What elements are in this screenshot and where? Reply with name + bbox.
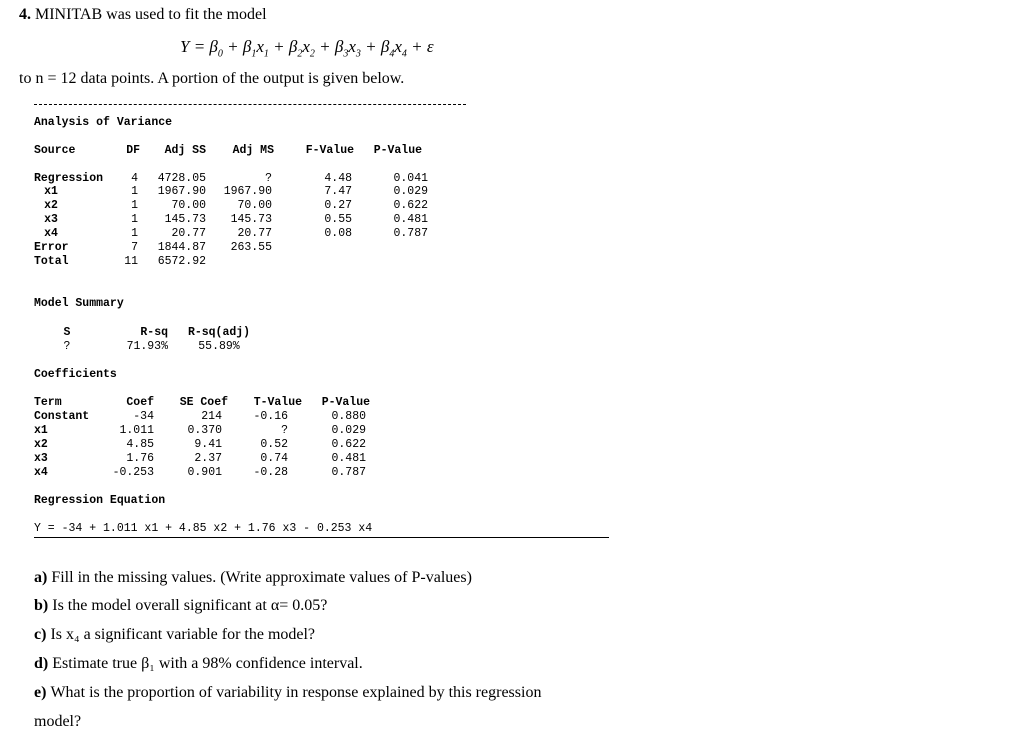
eq-sub: 3 — [355, 48, 361, 60]
coef-cell: 0.787 — [331, 466, 366, 479]
question-text: Estimate true β₁ with a 98% confidence interval. — [52, 655, 363, 672]
question-text: What is the proportion of variability in response explained by this regression — [50, 684, 542, 701]
eq-sub: 1 — [251, 48, 257, 60]
anova-cell: x1 — [44, 185, 58, 198]
coefficients-title: Coefficients — [34, 368, 117, 381]
coef-cell: x4 — [34, 466, 48, 479]
coef-cell: x3 — [34, 452, 48, 465]
anova-cell: 4 — [131, 172, 138, 185]
question-text: Is x₄ a significant variable for the model? — [50, 626, 316, 643]
anova-cell: 7 — [131, 241, 138, 254]
anova-cell: Total — [34, 255, 69, 268]
anova-cell: 11 — [124, 255, 138, 268]
eq-tail: + ε — [406, 37, 434, 56]
anova-cell: 0.787 — [393, 227, 428, 240]
anova-cell: 70.00 — [237, 199, 272, 212]
question-label: b) — [34, 597, 53, 614]
anova-cell: 1 — [131, 199, 138, 212]
question-label: a) — [34, 569, 52, 586]
eq-sub: 2 — [309, 48, 315, 60]
eq-sub: 4 — [389, 48, 395, 60]
coef-cell: x1 — [34, 424, 48, 437]
anova-cell: 0.622 — [393, 199, 428, 212]
coef-cell: ? — [281, 424, 288, 437]
anova-cell: 20.77 — [237, 227, 272, 240]
summary-header-cell: R-sq — [140, 326, 168, 339]
anova-cell: 1844.87 — [157, 241, 206, 254]
eq-x: x — [394, 37, 402, 56]
coef-cell: -0.253 — [112, 466, 154, 479]
question-item — [34, 626, 315, 644]
coef-cell: -34 — [133, 410, 154, 423]
anova-header-cell: Adj MS — [232, 144, 274, 157]
regression-equation-title: Regression Equation — [34, 494, 166, 507]
anova-cell: 0.55 — [324, 213, 352, 226]
problem-intro: MINITAB was used to fit the model — [35, 6, 267, 23]
coef-cell: x2 — [34, 438, 48, 451]
question-item — [34, 684, 541, 702]
eq-sub: 0 — [217, 48, 223, 60]
anova-header-cell: Adj SS — [164, 144, 206, 157]
anova-title: Analysis of Variance — [34, 116, 173, 129]
coef-cell: 9.41 — [194, 438, 222, 451]
coef-cell: 0.74 — [260, 452, 288, 465]
coef-header-cell: SE Coef — [179, 396, 228, 409]
coef-cell: -0.16 — [253, 410, 288, 423]
eq-lhs: Y = β — [180, 37, 218, 56]
regression-equation: Y = -34 + 1.011 x1 + 4.85 x2 + 1.76 x3 - 0.253 x4 — [34, 522, 373, 535]
summary-header-cell: S — [63, 326, 71, 339]
anova-cell: x4 — [44, 227, 58, 240]
model-equation — [180, 37, 434, 59]
question-item — [34, 655, 363, 673]
coef-cell: 4.85 — [126, 438, 154, 451]
coef-header-cell: P-Value — [321, 396, 370, 409]
question-label: d) — [34, 655, 53, 672]
problem-number: 4. — [19, 6, 31, 23]
coef-header-cell: Term — [34, 396, 62, 409]
anova-cell: 4728.05 — [157, 172, 206, 185]
anova-cell: 70.00 — [171, 199, 206, 212]
question-text: Fill in the missing values. (Write approximate values of P-values) — [51, 569, 472, 586]
coef-cell: 0.52 — [260, 438, 288, 451]
anova-cell: x2 — [44, 199, 58, 212]
question-item — [34, 597, 327, 615]
anova-cell: 0.041 — [393, 172, 428, 185]
anova-cell: 0.029 — [393, 185, 428, 198]
eq-sub: 3 — [343, 48, 349, 60]
question-text: Is the model overall significant at α= 0.05? — [52, 597, 328, 614]
eq-x: x — [348, 37, 356, 56]
coef-cell: 1.011 — [119, 424, 154, 437]
anova-cell: 1967.90 — [223, 185, 272, 198]
anova-cell: 145.73 — [230, 213, 272, 226]
anova-cell: 263.55 — [230, 241, 272, 254]
question-label: e) — [34, 684, 51, 701]
anova-cell: 145.73 — [164, 213, 206, 226]
summary-value-cell: 71.93% — [126, 340, 168, 353]
anova-cell: 0.27 — [324, 199, 352, 212]
summary-value-cell: ? — [63, 340, 71, 353]
data-points-text: to n = 12 data points. A portion of the output is given below. — [19, 70, 405, 87]
coef-cell: -0.28 — [253, 466, 288, 479]
anova-cell: Error — [34, 241, 69, 254]
anova-cell: 1 — [131, 213, 138, 226]
eq-sub: 4 — [401, 48, 407, 60]
question-item — [34, 569, 472, 587]
coef-cell: 2.37 — [194, 452, 222, 465]
anova-cell: 6572.92 — [157, 255, 206, 268]
eq-x: x — [256, 37, 264, 56]
eq-x: x — [302, 37, 310, 56]
eq-sub: 1 — [263, 48, 269, 60]
anova-cell: ? — [265, 172, 272, 185]
eq-term: + β — [268, 37, 298, 56]
question-item — [34, 713, 81, 731]
anova-header-cell: DF — [126, 144, 140, 157]
coef-cell: 0.901 — [187, 466, 222, 479]
anova-header-cell: P-Value — [373, 144, 422, 157]
eq-term: + β — [360, 37, 390, 56]
coef-cell: 0.029 — [331, 424, 366, 437]
coef-cell: 1.76 — [126, 452, 154, 465]
anova-cell: 4.48 — [324, 172, 352, 185]
summary-value-cell: 55.89% — [198, 340, 240, 353]
anova-cell: Regression — [34, 172, 104, 185]
coef-cell: 0.880 — [331, 410, 366, 423]
eq-sub: 2 — [297, 48, 303, 60]
question-label: c) — [34, 626, 51, 643]
summary-header-cell: R-sq(adj) — [187, 326, 251, 339]
anova-cell: 20.77 — [171, 227, 206, 240]
coef-cell: Constant — [34, 410, 90, 423]
anova-cell: 7.47 — [324, 185, 352, 198]
anova-header-cell: F-Value — [305, 144, 354, 157]
problem-heading — [19, 6, 267, 24]
anova-header-cell: Source — [34, 144, 76, 157]
anova-cell: 0.08 — [324, 227, 352, 240]
anova-cell: 0.481 — [393, 213, 428, 226]
model-summary-title: Model Summary — [34, 297, 124, 310]
anova-cell: x3 — [44, 213, 58, 226]
anova-cell: 1967.90 — [157, 185, 206, 198]
question-text: model? — [34, 713, 82, 730]
coef-header-cell: T-Value — [253, 396, 302, 409]
anova-cell: 1 — [131, 227, 138, 240]
anova-cell: 1 — [131, 185, 138, 198]
dashed-divider — [34, 104, 466, 105]
eq-term: + β — [314, 37, 344, 56]
coef-cell: 0.370 — [187, 424, 222, 437]
eq-term: + β — [222, 37, 252, 56]
equation-underline — [34, 537, 609, 538]
coef-cell: 0.622 — [331, 438, 366, 451]
coef-header-cell: Coef — [126, 396, 154, 409]
coef-cell: 0.481 — [331, 452, 366, 465]
coef-cell: 214 — [201, 410, 222, 423]
